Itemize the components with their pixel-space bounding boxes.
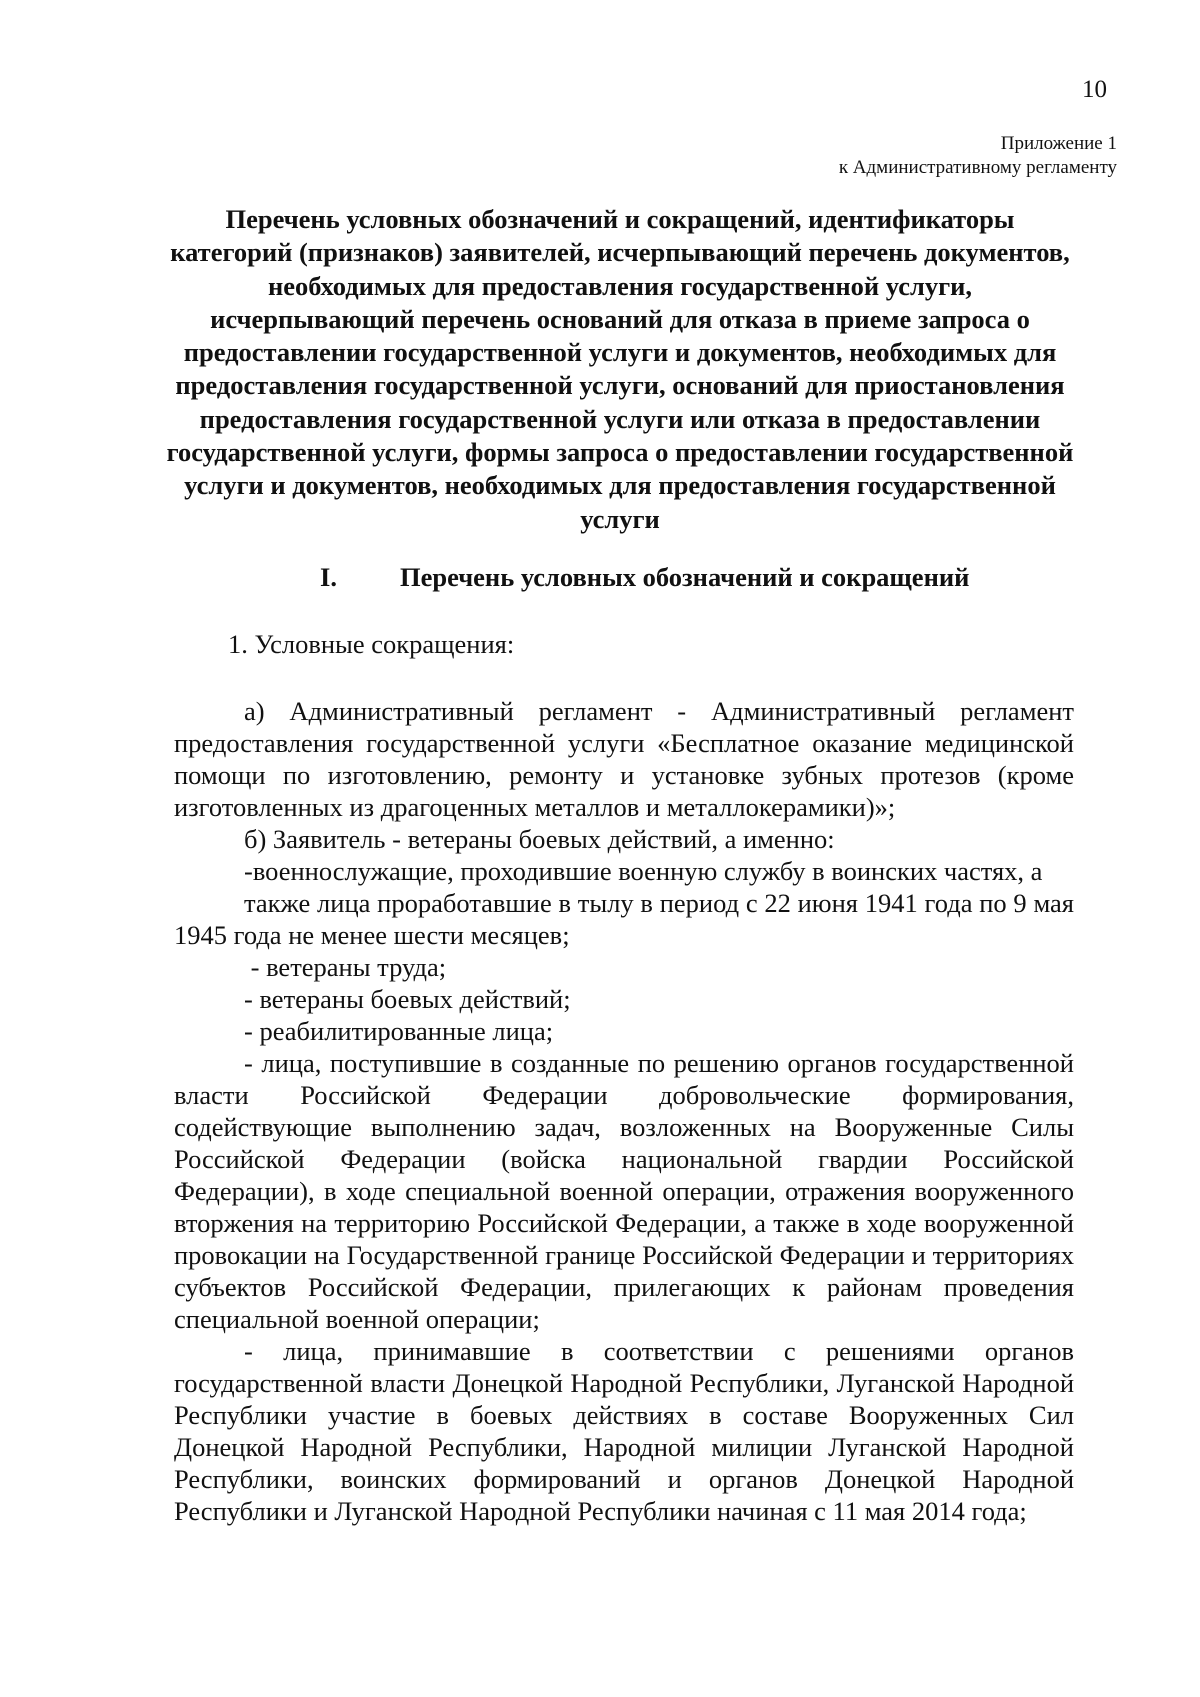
item-1-heading: 1. Условные сокращения: <box>228 629 515 659</box>
rehabilitated-line: - реабилитированные лица; <box>244 1016 554 1046</box>
volunteers-paragraph: - лица, поступившие в созданные по решению органов государственной власти Российской Федерации добровольческие формирования, содействующие выполнению задач, возложенных на Вооруженные Силы Российской Федерации (войска национальной гвардии Российской Федерации), в ходе специальной военной операции, отражения вооруженного вторжения на территорию Российской Федерации, а также в ходе вооруженной провокации на Государственной границе Российской Федерации и территориях субъектов Российской Федерации, прилегающих к районам проведения специальной военной операции; <box>174 1048 1074 1334</box>
paragraph-a: а) Административный регламент - Административный регламент предоставления государственной услуги «Бесплатное оказание медицинской помощи по изготовлению, ремонту и установке зубных протезов (кроме изготовленных из драгоценных металлов и металлокерамики)»; <box>174 696 1074 822</box>
military-continuation: также лица проработавшие в тылу в период с 22 июня 1941 года по 9 мая 1945 года не менее шести месяцев; <box>174 888 1074 950</box>
page-number: 10 <box>1082 76 1107 103</box>
document-title: Перечень условных обозначений и сокращений, идентификаторы категорий (признаков) заявителей, исчерпывающий перечень документов, необходимых для предоставления государственной услуги, исчерпывающий перечень оснований для отказа в приеме запроса о предоставлении государственной услуги и документов, необходимых для предоставления государственной услуги, оснований для приостановления предоставления государственной услуги или отказа в предоставлении государственной услуги, формы запроса о предоставлении государственной услуги и документов, необходимых для предоставления государственной услуги <box>166 204 1074 534</box>
appendix-line-1: Приложение 1 <box>1000 133 1117 154</box>
combat-veterans-line: - ветераны боевых действий; <box>244 984 571 1014</box>
dnr-lnr-paragraph: - лица, принимавшие в соответствии с решениями органов государственной власти Донецкой Народной Республики, Луганской Народной Республики участие в боевых действиях в составе Вооруженных Сил Донецкой Народной Республики, Народной милиции Луганской Народной Республики, воинских формирований и органов Донецкой Народной Республики и Луганской Народной Республики начиная с 11 мая 2014 года; <box>174 1336 1074 1526</box>
military-line: -военнослужащие, проходившие военную службу в воинских частях, а <box>244 856 1043 886</box>
paragraph-b: б) Заявитель - ветераны боевых действий, а именно: <box>244 824 835 854</box>
section-title: Перечень условных обозначений и сокращений <box>400 562 970 592</box>
appendix-line-2: к Административному регламенту <box>838 157 1117 178</box>
labor-veterans-line: - ветераны труда; <box>244 952 447 982</box>
section-heading <box>320 560 969 594</box>
appendix-note <box>839 132 1117 180</box>
section-number: I. <box>320 562 337 592</box>
